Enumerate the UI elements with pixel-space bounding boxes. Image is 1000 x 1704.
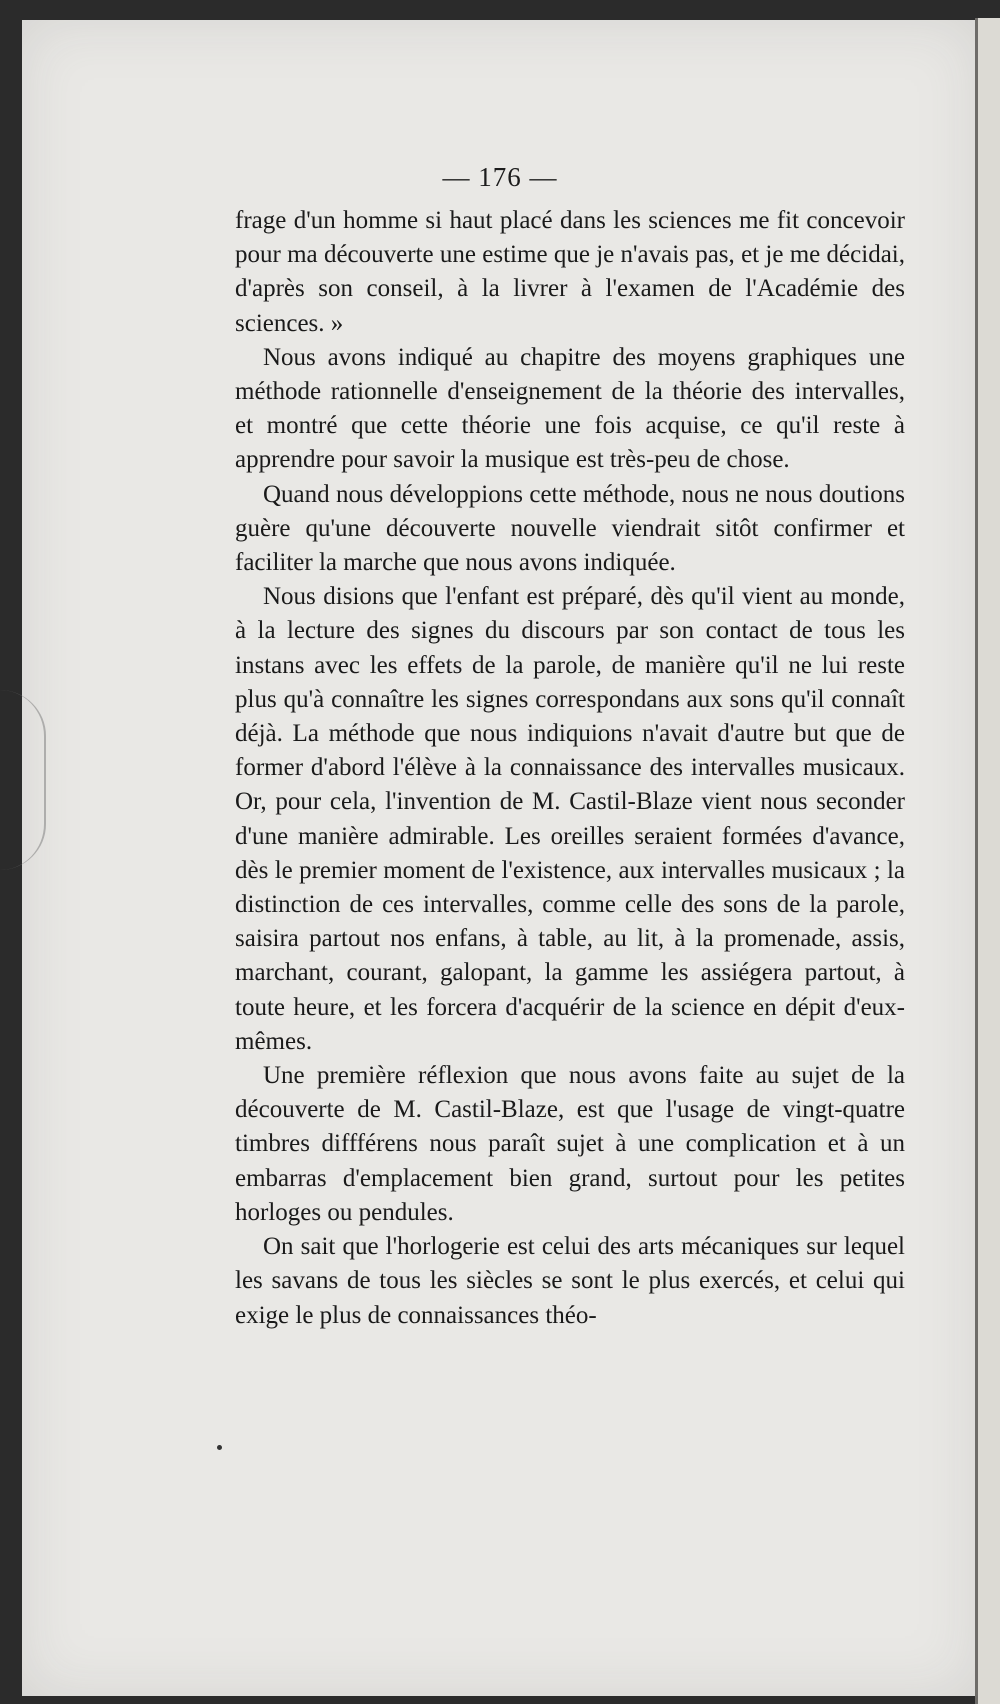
paragraph: Nous disions que l'enfant est préparé, dès qu'il vient au monde, à la lecture des signes du discours par son contact de tous les instans avec les effets de la parole, de manière qu'il ne lui reste plus qu'à connaître les signes correspondans aux sons qu'il connaît déjà. La méthode que nous indiquions n'avait d'autre but que de former d'abord l'élève à la connaissance des intervalles musicaux. Or, pour cela, l'invention de M. Castil-Blaze vient nous seconder d'une manière admirable. Les oreilles seraient formées d'avance, dès le premier moment de l'existence, aux intervalles musicaux ; la distinction de ces intervalles, comme celle des sons de la parole, saisira partout nos enfans, à table, au lit, à la promenade, assis, marchant, courant, galopant, la gamme les assiégera partout, à toute heure, et les forcera d'acquérir de la science en dépit d'eux-mêmes. [235,583,905,1055]
paragraph: Nous avons indiqué au chapitre des moyens graphiques une méthode rationnelle d'enseignement de la théorie des intervalles, et montré que cette théorie une fois acquise, ce qu'il reste à apprendre pour savoir la musique est très-peu de chose. [235,343,905,474]
paragraph: On sait que l'horlogerie est celui des arts mécaniques sur lequel les savans de tous les siècles se sont le plus exercés, et celui qui exige le plus de connaissances théo- [235,1233,905,1329]
paragraph: frage d'un homme si haut placé dans les sciences me fit concevoir pour ma découverte une estime que je n'avais pas, et je me décidai, d'après son conseil, à la livrer à l'examen de l'Académie des sciences. » [235,207,905,337]
body-text [235,204,905,1333]
ink-speck [217,1445,222,1450]
paragraph: Quand nous développions cette méthode, nous ne nous doutions guère qu'une découverte nouvelle viendrait sitôt confirmer et faciliter la marche que nous avons indiquée. [235,480,905,577]
next-page-edge [975,18,1000,1704]
paragraph: Une première réflexion que nous avons faite au sujet de la découverte de M. Castil-Blaze, est que l'usage de vingt-quatre timbres diffférens nous paraît sujet à une complication et à un embarras d'emplacement bien grand, surtout pour les petites horloges ou pendules. [235,1062,905,1226]
page-number: — 176 — [442,162,558,192]
page-fold-mark [0,690,46,870]
